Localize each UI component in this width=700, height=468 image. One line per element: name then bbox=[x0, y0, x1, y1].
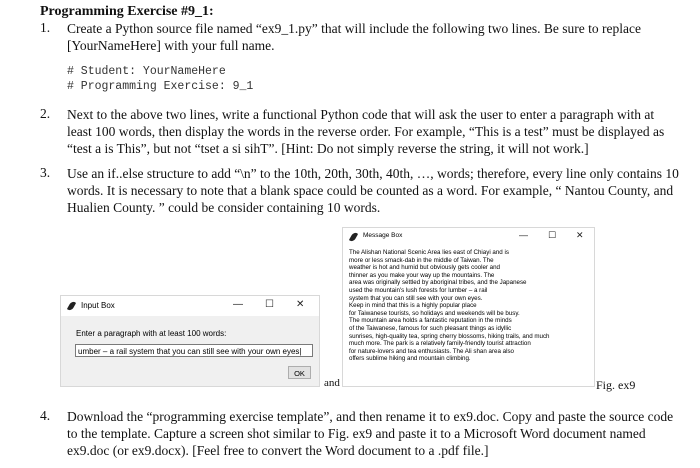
message-line: much more. The park is a relatively family-friendly tourist attraction bbox=[349, 340, 531, 348]
message-line: used the mountain's lush forests for lumber – a rail bbox=[349, 286, 488, 294]
message-line: thinner as you make your way up the mountains. The bbox=[349, 271, 495, 279]
input-box-title: Input Box bbox=[81, 301, 115, 310]
message-text bbox=[349, 249, 589, 363]
minimize-button[interactable]: — bbox=[233, 299, 243, 310]
message-line: for Taiwanese tourists, so holidays and weekends will be busy. bbox=[349, 309, 520, 317]
item-3-line-3: Hualien County. ” could be consider containing 10 words. bbox=[67, 200, 381, 215]
item-2-line-2: least 100 words, then display the words in the reverse order. For example, “This is a test” must be displayed as bbox=[67, 124, 665, 139]
item-1-line-2: [YourNameHere] with your full name. bbox=[67, 38, 275, 53]
and-text: and bbox=[324, 377, 340, 389]
message-line: more or less smack-dab in the middle of Taiwan. The bbox=[349, 256, 494, 264]
message-line: system that you can still see with your own eyes. bbox=[349, 294, 483, 302]
maximize-button[interactable]: ☐ bbox=[265, 299, 274, 310]
close-button[interactable]: ✕ bbox=[576, 230, 584, 240]
message-box-title: Message Box bbox=[363, 232, 403, 239]
input-box-window bbox=[60, 295, 320, 387]
item-3-text bbox=[67, 165, 679, 216]
item-2-line-1: Next to the above two lines, write a functional Python code that will ask the user to enter a paragraph with at bbox=[67, 107, 655, 122]
item-4-number: 4. bbox=[40, 408, 51, 423]
message-line: offers sublime hiking and mountain climbing. bbox=[349, 355, 471, 363]
item-3-line-2: words. It is necessary to note that a blank space could be counted as a word. For example, “ Nantou County, and bbox=[67, 183, 674, 198]
message-line: The Alishan National Scenic Area lies east of Chiayi and is bbox=[349, 249, 509, 256]
item-2-text bbox=[67, 106, 664, 157]
message-line: area was originally settled by aboriginal tribes, and the Japanese bbox=[349, 279, 527, 287]
ok-button[interactable]: OK bbox=[288, 366, 311, 379]
input-box-titlebar[interactable] bbox=[61, 296, 319, 316]
close-button[interactable]: ✕ bbox=[296, 299, 305, 310]
message-line: The mountain area holds a fantastic reputation in the minds bbox=[349, 317, 512, 325]
paragraph-input[interactable]: umber – a rail system that you can still see with your own eyes| bbox=[75, 344, 313, 357]
item-1-number: 1. bbox=[40, 20, 51, 35]
code-line-2: # Programming Exercise: 9_1 bbox=[67, 80, 254, 93]
item-4-line-1: Download the “programming exercise template”, and then rename it to ex9.doc. Copy and paste the source code bbox=[67, 409, 674, 424]
minimize-button[interactable]: — bbox=[519, 230, 528, 240]
message-line: of the Taiwanese, famous for such pleasant things as idyllic bbox=[349, 324, 512, 332]
item-4-text bbox=[67, 408, 673, 459]
feather-icon bbox=[349, 231, 358, 242]
message-line: for nature-lovers and tea enthusiasts. The Ali shan area also bbox=[349, 347, 514, 355]
maximize-button[interactable]: ☐ bbox=[548, 230, 557, 240]
figure-label: Fig. ex9 bbox=[596, 378, 636, 392]
item-1-text bbox=[67, 20, 641, 54]
message-line: Keep in mind that this is a highly popular place bbox=[349, 302, 477, 310]
message-box-titlebar[interactable] bbox=[343, 228, 594, 246]
message-line: sunrises, high-quality tea, spring cherry blossoms, hiking trails, and much bbox=[349, 332, 550, 340]
item-4-line-3: ex9.doc (or ex9.docx). [Feel free to convert the Word document to a .pdf file.] bbox=[67, 443, 489, 458]
code-line-1: # Student: YourNameHere bbox=[67, 65, 226, 78]
item-3-line-1: Use an if..else structure to add “\n” to the 10th, 20th, 30th, 40th, …, words; therefore, every line only contains 10 bbox=[67, 166, 679, 181]
item-3-number: 3. bbox=[40, 165, 51, 180]
message-line: weather is hot and humid but obviously gets cooler and bbox=[349, 264, 500, 272]
item-4-line-2: to the template. Capture a screen shot similar to Fig. ex9 and paste it to a Microsoft Word document named bbox=[67, 426, 646, 441]
item-2-number: 2. bbox=[40, 106, 51, 121]
input-prompt-label: Enter a paragraph with at least 100 words: bbox=[76, 329, 227, 338]
message-box-window bbox=[342, 227, 595, 387]
feather-icon bbox=[67, 300, 76, 311]
item-1-line-1: Create a Python source file named “ex9_1.py” that will include the following two lines. Be sure to replace bbox=[67, 21, 641, 36]
item-2-line-3: “test a is This”, but not “tset a si sihT”. [Hint: Do not simply reverse the string, it will not work.] bbox=[67, 141, 589, 156]
exercise-title: Programming Exercise #9_1: bbox=[40, 4, 214, 19]
